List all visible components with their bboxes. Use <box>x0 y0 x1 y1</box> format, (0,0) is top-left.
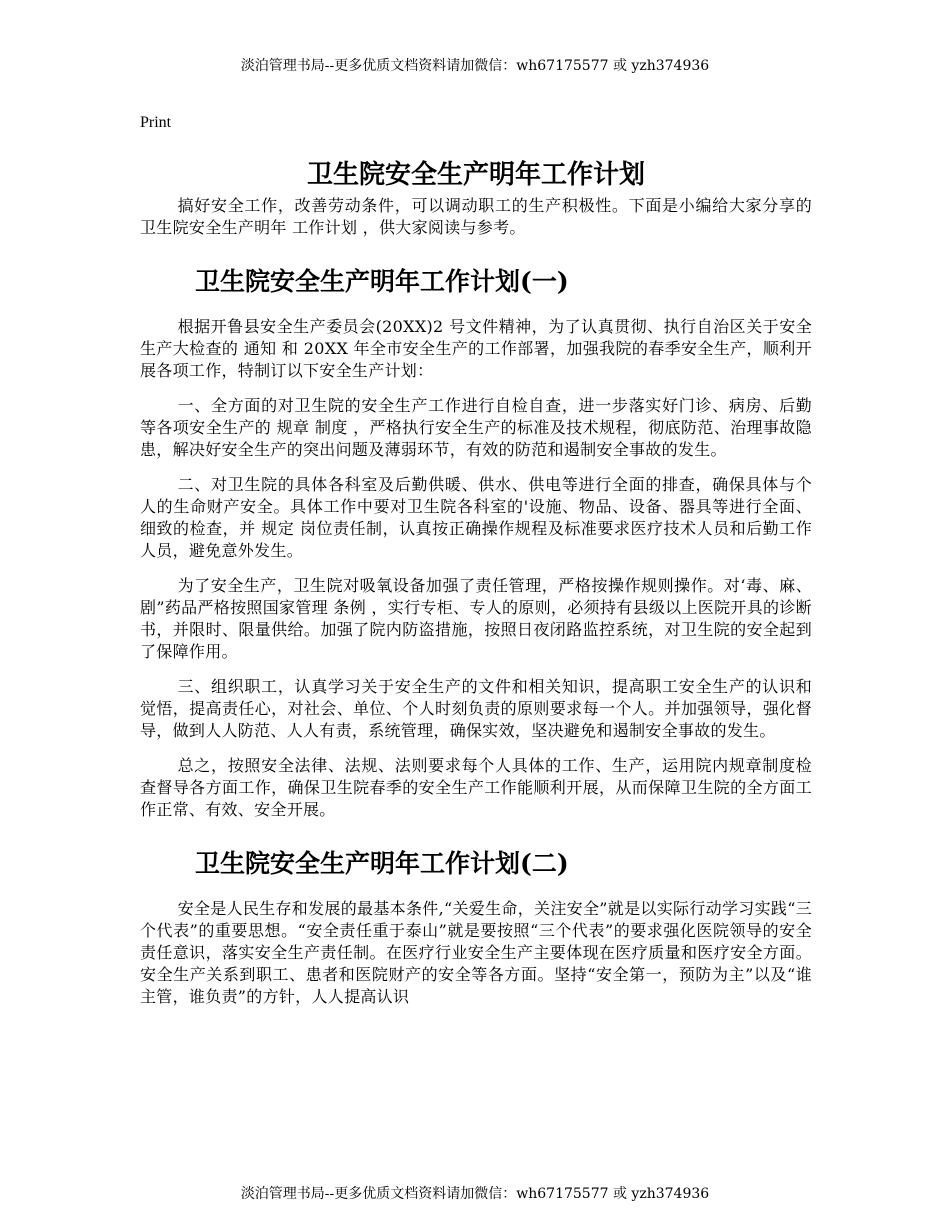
section-title: 卫生院安全生产明年工作计划(一) <box>195 267 569 296</box>
section-paragraph: 三、组织职工，认真学习关于安全生产的文件和相关知识，提高职工安全生产的认识和觉悟，提高责任心，对社会、单位、个人时刻负责的原则要求每一个人。并加强领导，强化督导，做到人人防范、人人有责，系统管理，确保实效，坚决避免和遏制安全事故的发生。 <box>140 677 812 740</box>
section-1 <box>140 263 812 821</box>
section-paragraph: 一、全方面的对卫生院的安全生产工作进行自检自查，进一步落实好门诊、病房、后勤等各项安全生产的 规章 制度 ，严格执行安全生产的标准及技术规程，彻底防范、治理事故隐患，解决好安全生产的突出问题及薄弱环节，有效的防范和遏制安全事故的发生。 <box>140 396 812 459</box>
intro-paragraph: 搞好安全工作，改善劳动条件，可以调动职工的生产积极性。下面是小编给大家分享的卫生院安全生产明年 工作计划 ，供大家阅读与参考。 <box>140 196 812 237</box>
section-paragraph: 二、对卫生院的具体各科室及后勤供暖、供水、供电等进行全面的排查，确保具体与个人的生命财产安全。具体工作中要对卫生院各科室的'设施、物品、设备、器具等进行全面、细致的检查，并 规定 岗位责任制，认真按正确操作规程及标准要求医疗技术人员和后勤工作人员，避免意外发生。 <box>140 475 812 560</box>
section-body <box>140 316 812 821</box>
page-footer: 淡泊管理书局--更多优质文档资料请加微信：wh67175577 或 yzh374936 <box>240 1186 710 1202</box>
section-2 <box>140 845 812 1008</box>
document-content <box>140 155 812 1008</box>
section-paragraph: 为了安全生产，卫生院对吸氧设备加强了责任管理，严格按操作规则操作。对‘毒、麻、剧”药品严格按照国家管理 条例 ，实行专柜、专人的原则，必须持有县级以上医院开具的诊断书，并限时、限量供给。加强了院内防盗措施，按照日夜闭路监控系统，对卫生院的安全起到了保障作用。 <box>140 576 812 661</box>
section-body <box>140 898 812 1008</box>
print-label: Print <box>140 114 172 131</box>
section-paragraph: 总之，按照安全法律、法规、法则要求每个人具体的工作、生产，运用院内规章制度检查督导各方面工作，确保卫生院春季的安全生产工作能顺利开展，从而保障卫生院的全方面工作正常、有效、安全开展。 <box>140 756 812 819</box>
section-paragraph: 安全是人民生存和发展的最基本条件,“关爱生命，关注安全”就是以实际行动学习实践“三个代表”的重要思想。“安全责任重于泰山”就是要按照“三个代表”的要求强化医院领导的安全责任意识，落实安全生产责任制。在医疗行业安全生产主要体现在医疗质量和医疗安全方面。安全生产关系到职工、患者和医院财产的安全等各方面。坚持“安全第一，预防为主”以及“谁主管，谁负责”的方针，人人提高认识 <box>140 899 812 1006</box>
section-paragraph: 根据开鲁县安全生产委员会(20XX)2 号文件精神，为了认真贯彻、执行自治区关于安全生产大检查的 通知 和 20XX 年全市安全生产的工作部署，加强我院的春季安全生产，顺利开展各项工作，特制订以下安全生产计划： <box>140 317 812 380</box>
section-title: 卫生院安全生产明年工作计划(二) <box>195 849 569 878</box>
document-title: 卫生院安全生产明年工作计划 <box>306 160 645 190</box>
page-header: 淡泊管理书局--更多优质文档资料请加微信：wh67175577 或 yzh374936 <box>240 58 710 74</box>
